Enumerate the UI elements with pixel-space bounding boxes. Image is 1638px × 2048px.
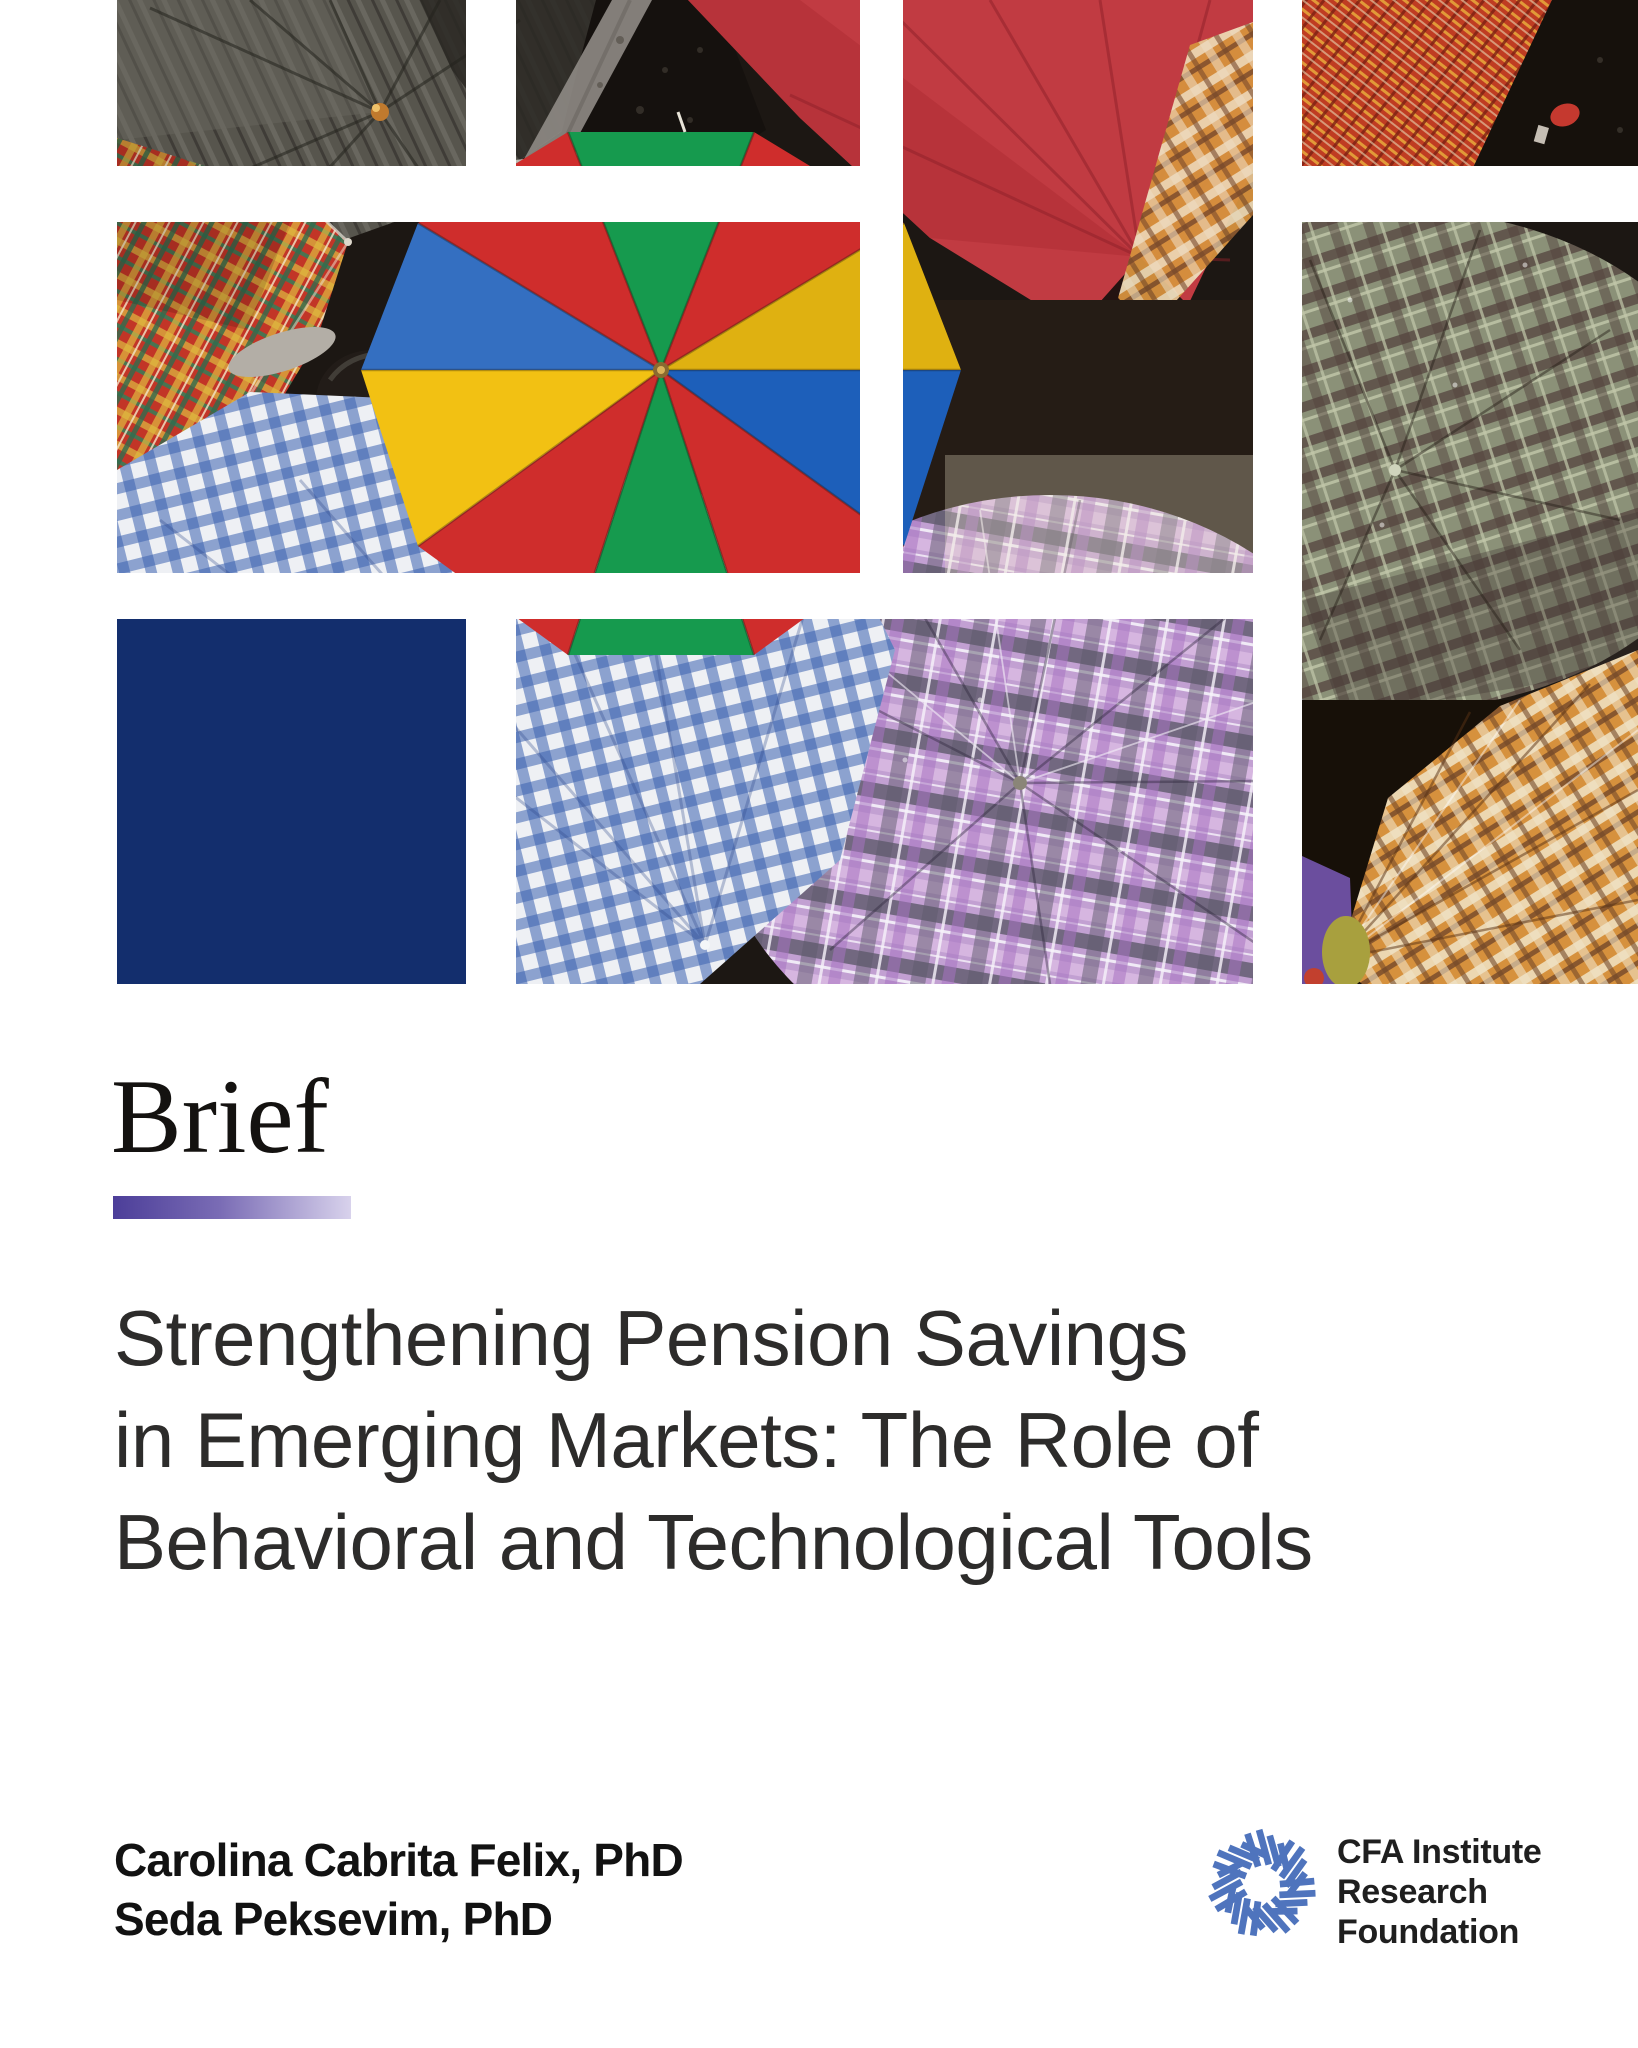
title-line-2: in Emerging Markets: The Role of [114,1396,1259,1484]
publisher-name [1337,1832,1542,1952]
publisher-line-3: Foundation [1337,1913,1520,1951]
publisher-logo [1202,1824,1622,1954]
navy-brand-square [117,619,466,984]
series-label: Brief [111,1058,329,1175]
umbrella-collage-photo [0,0,1638,984]
publisher-line-1: CFA Institute [1337,1833,1542,1871]
title-line-3: Behavioral and Technological Tools [114,1498,1313,1586]
accent-gradient-bar [113,1196,351,1219]
author-2: Seda Peksevim, PhD [114,1893,553,1945]
publisher-line-2: Research [1337,1873,1488,1911]
author-1: Carolina Cabrita Felix, PhD [114,1834,683,1886]
cfa-research-foundation-mark-icon [1202,1824,1322,1944]
author-names [114,1831,683,1949]
title-line-1: Strengthening Pension Savings [114,1294,1188,1382]
fine-red-plaid-umbrella [1302,0,1638,170]
report-title [114,1287,1313,1593]
